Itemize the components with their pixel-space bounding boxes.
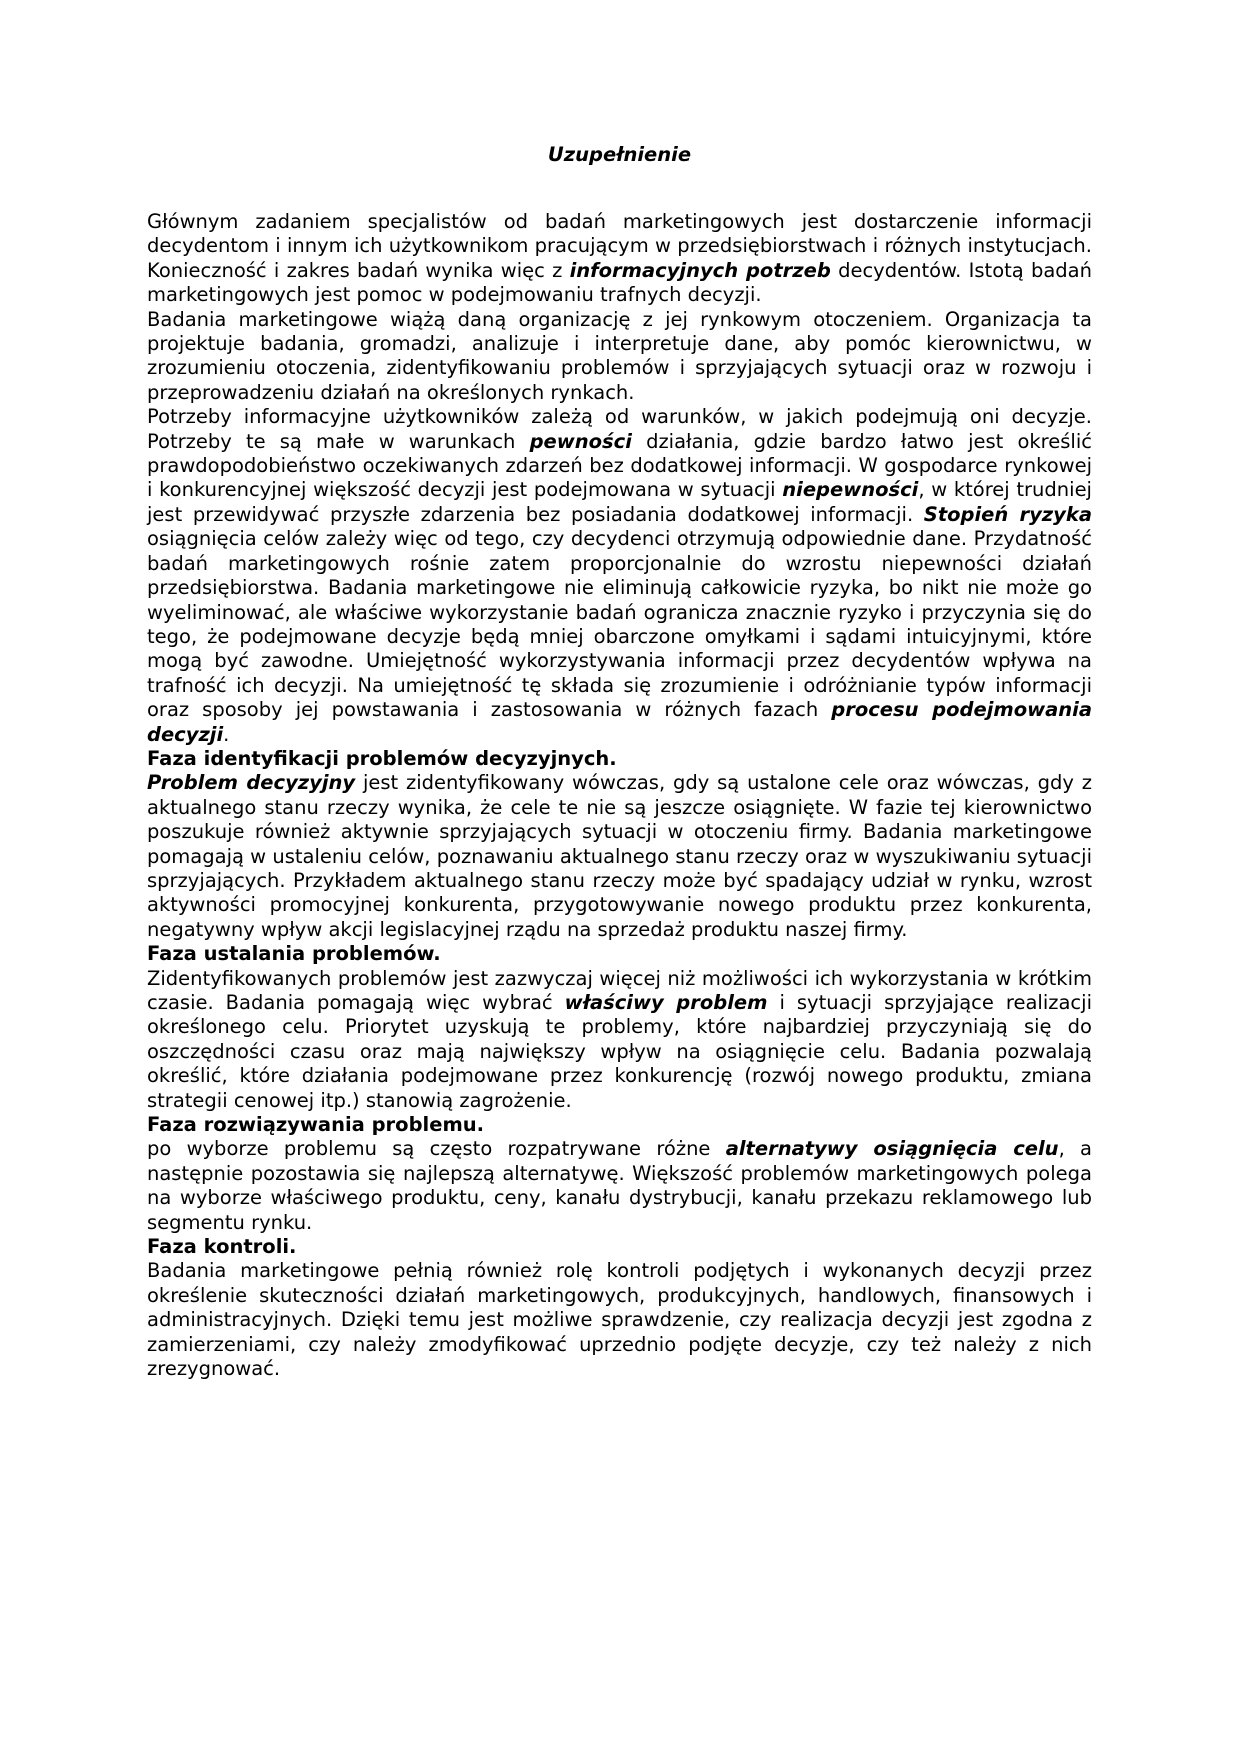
- emphasized-term: niepewności: [782, 478, 919, 502]
- paragraph-2: [147, 308, 1092, 406]
- document-page: [147, 143, 1092, 1382]
- paragraph-3: [147, 405, 1092, 747]
- text-run: Badania marketingowe wiążą daną organizację z jej rynkowym otoczeniem. Organizacja ta projektuje badania, gromadzi, analizuje i interpretuje dane, aby pomóc kierownictwu, w zrozumieniu otoczenia, zidentyfikowaniu problemów i sprzyjających sytuacji oraz w rozwoju i przeprowadzeniu działań na określonych rynkach.: [147, 307, 1092, 404]
- text-run: , a następnie pozostawia się najlepszą alternatywę. Większość problemów marketingowych polega na wyborze właściwego produktu, ceny, kanału dystrybucji, kanału przekazu reklamowego lub segmentu rynku.: [147, 1137, 1092, 1234]
- text-run: decydentów. Istotą badań marketingowych jest pomoc w podejmowaniu trafnych decyzji.: [147, 258, 1092, 307]
- text-run: Potrzeby informacyjne użytkowników zależą od warunków, w jakich podejmują oni decyzje. Potrzeby te są małe w warunkach: [147, 405, 1092, 453]
- text-run: Badania marketingowe pełnią również rolę kontroli podjętych i wykonanych decyzji przez określenie skuteczności działań marketingowych, produkcyjnych, handlowych, finansowych i administracyjnych. Dzięki temu jest możliwe sprawdzenie, czy realizacja decyzji jest zgodna z zamierzeniami, czy należy zmodyfikować uprzednio podjęte decyzje, czy też należy z nich zrezygnować.: [147, 1259, 1092, 1381]
- emphasized-term: alternatywy osiągnięcia celu: [725, 1137, 1059, 1161]
- emphasized-term: informacyjnych potrzeb: [569, 258, 831, 282]
- emphasized-term: właściwy problem: [564, 991, 768, 1014]
- text-run: i sytuacji sprzyjające realizacji określonego celu. Priorytet uzyskują te problemy, które najbardziej przyczyniają się do oszczędności czasu oraz mają największy wpływ na osiągnięcie celu. Badania pozwalają określić, które działania podejmowane przez konkurencję (rozwój nowego produktu, zmiana strategii cenowej itp.) stanowią zagrożenie.: [147, 991, 1092, 1112]
- paragraph-6: [147, 1137, 1092, 1235]
- emphasized-term: Stopień ryzyka: [923, 502, 1092, 526]
- text-run: jest zidentyfikowany wówczas, gdy są ustalone cele oraz wówczas, gdy z aktualnego stanu rzeczy wynika, że cele te nie są jeszcze osiągnięte. W fazie tej kierownictwo poszukuje również aktywnie sprzyjających sytuacji w otoczeniu firmy. Badania marketingowe pomagają w ustaleniu celów, poznawaniu aktualnego stanu rzeczy oraz w wyszukiwaniu sytuacji sprzyjających. Przykładem aktualnego stanu rzeczy może być spadający udział w rynku, wzrost aktywności promocyjnej konkurenta, przygotowywanie nowego produktu przez konkurenta, negatywny wpływ akcji legislacyjnej rządu na sprzedaż produktu naszej firmy.: [147, 771, 1092, 941]
- paragraph-7: [147, 1259, 1092, 1381]
- document-title: Uzupełnienie: [547, 143, 692, 166]
- paragraph-4: [147, 771, 1092, 942]
- emphasized-term: procesu podejmowania decyzji: [147, 698, 1092, 746]
- text-run: .: [223, 722, 230, 746]
- section-heading-identification: Faza identyfikacji problemów decyzyjnych.: [147, 746, 617, 770]
- section-heading-problem-setting: Faza ustalania problemów.: [147, 942, 441, 966]
- text-run: osiągnięcia celów zależy więc od tego, czy decydenci otrzymują odpowiednie dane. Przydatność badań marketingowych rośnie zatem proporcjonalnie do wzrostu niepewności działań przedsiębiorstwa. Badania marketingowe nie eliminują całkowicie ryzyka, bo nikt nie może go wyeliminować, ale właściwe wykorzystanie badań ogranicza znacznie ryzyko i przyczynia się do tego, że podejmowane decyzje będą mniej obarczone omyłkami i sądami intuicyjnymi, które mogą być zawodne. Umiejętność wykorzystywania informacji przez decydentów wpływa na trafność ich decyzji. Na umiejętność tę składa się zrozumienie i odróżnianie typów informacji oraz sposoby jej powstawania i zastosowania w różnych fazach: [147, 527, 1092, 722]
- paragraph-5: [147, 967, 1092, 1113]
- text-run: Zidentyfikowanych problemów jest zazwyczaj więcej niż możliwości ich wykorzystania w krótkim czasie. Badania pomagają więc wybrać: [147, 966, 1092, 1014]
- paragraph-1: [147, 210, 1092, 308]
- emphasized-term: Problem decyzyjny: [147, 771, 356, 795]
- text-run: działania, gdzie bardzo łatwo jest określić prawdopodobieństwo oczekiwanych zdarzeń bez dodatkowej informacji. W gospodarce rynkowej i konkurencyjnej większość decyzji jest podejmowana w sytuacji: [147, 429, 1092, 502]
- section-heading-problem-solving: Faza rozwiązywania problemu.: [147, 1113, 485, 1137]
- section-heading-control: Faza kontroli.: [147, 1235, 297, 1259]
- text-run: po wyborze problemu są często rozpatrywane różne: [147, 1137, 726, 1161]
- text-run: , w której trudniej jest przewidywać przyszłe zdarzenia bez posiadania dodatkowej informacji.: [147, 478, 1092, 526]
- text-run: Głównym zadaniem specjalistów od badań marketingowych jest dostarczenie informacji decydentom i innym ich użytkownikom pracującym w przedsiębiorstwach i różnych instytucjach. Konieczność i zakres badań wynika więc z: [147, 210, 1092, 282]
- emphasized-term: pewności: [529, 429, 632, 453]
